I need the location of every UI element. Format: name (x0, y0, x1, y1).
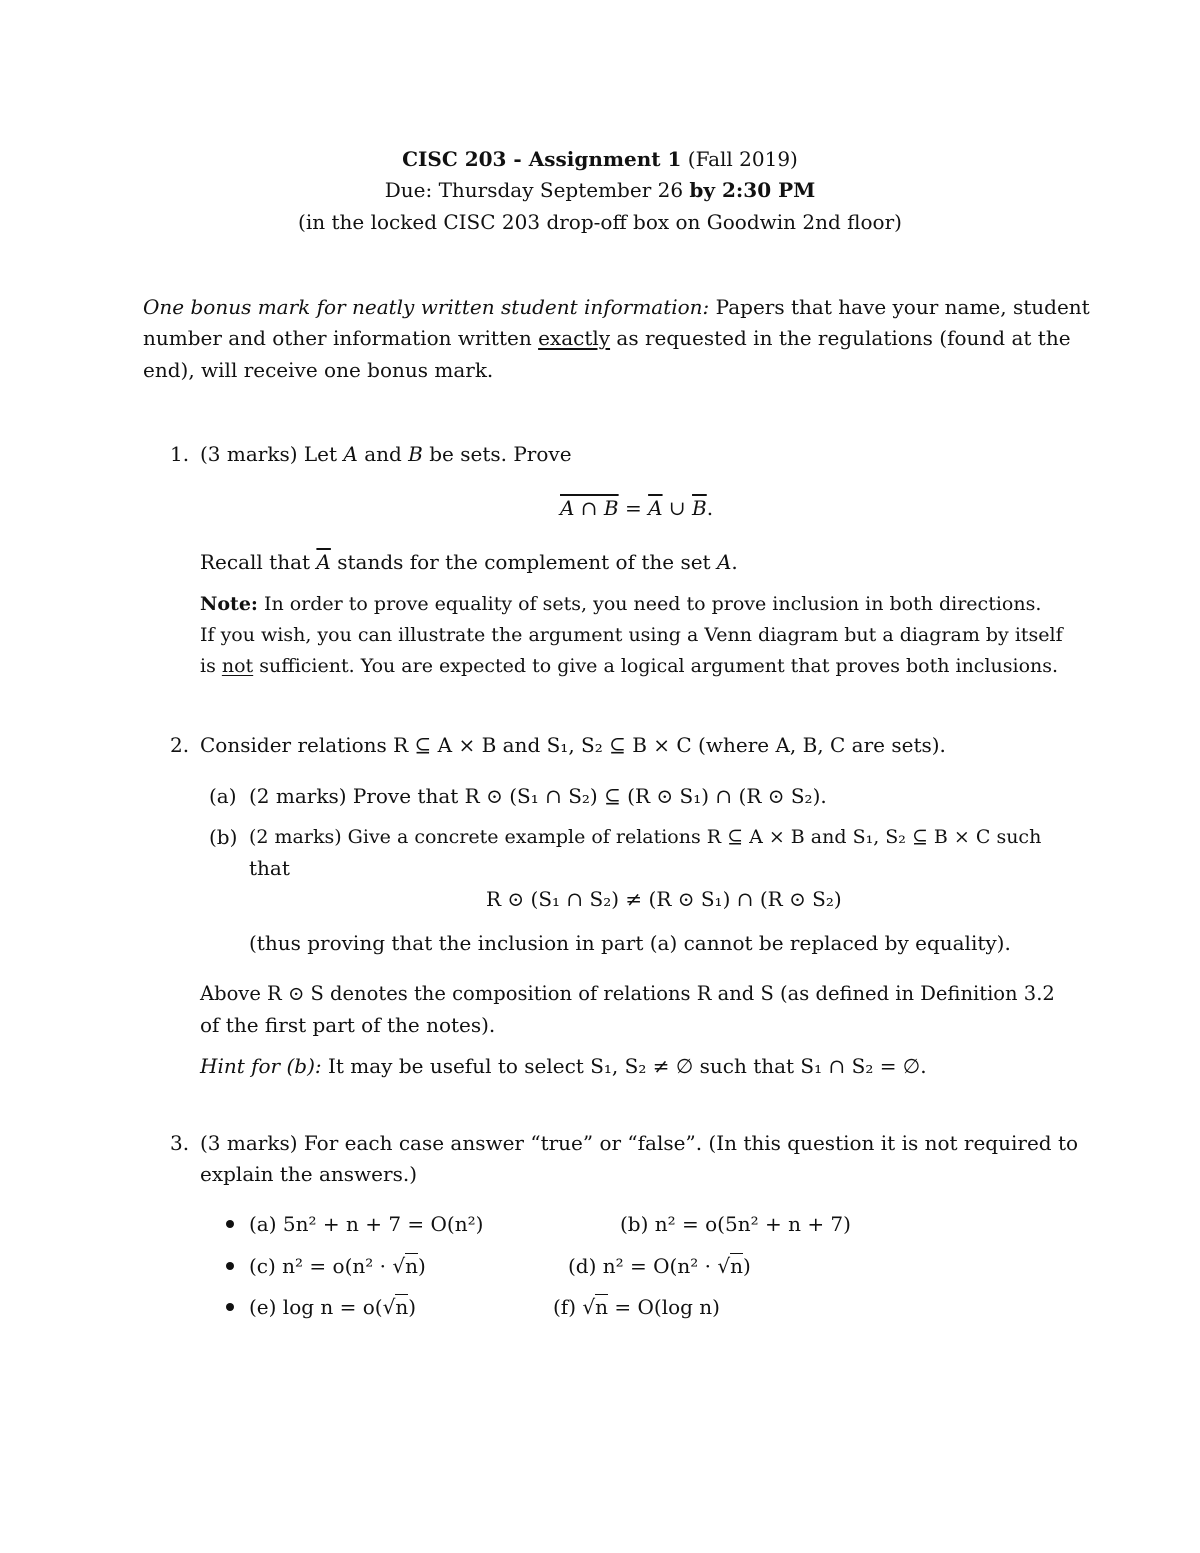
bonus-exactly: exactly (538, 326, 611, 350)
q3-item-f-root: n (595, 1295, 609, 1319)
q2b-text-line-2: that (249, 856, 290, 880)
q1-number: 1. (170, 442, 190, 466)
q2-hint (200, 1054, 927, 1078)
q1-note-line-3 (200, 654, 1058, 678)
q1-recall-var: $\overline{A}$ (316, 550, 331, 574)
bonus-italic-lead: One bonus mark for neatly written student information: (143, 295, 710, 319)
q1-note-line-1 (200, 592, 1041, 616)
bonus-line2-post: as requested in the regulations (found at the (610, 326, 1071, 350)
q2b-display-equation: R ⊙ (S₁ ∩ S₂) ≠ (R ⊙ S₁) ∩ (R ⊙ S₂) (486, 887, 842, 911)
q3-item-e: (e) log n = o(√n) (249, 1295, 417, 1319)
title-bold: CISC 203 - Assignment 1 (402, 147, 682, 171)
q1-and: and (357, 442, 409, 466)
q3-item-d-post: ) (742, 1254, 751, 1278)
q2b-label: (b) (209, 825, 238, 849)
q3-item-c-pre: (c) n² = o(n² · (249, 1254, 393, 1278)
q1-note-line-2: If you wish, you can illustrate the argument using a Venn diagram but a diagram by itself (200, 624, 1063, 646)
bonus-line-3: end), will receive one bonus mark. (143, 358, 494, 382)
bullet-icon (226, 1262, 234, 1270)
q3-line-2: explain the answers.) (200, 1162, 417, 1186)
q1-display-eq: = (618, 496, 649, 520)
q3-item-f: (f) √n = O(log n) (553, 1295, 720, 1319)
q1-recall-mid: stands for the complement of the set (330, 550, 717, 574)
q1-var-a: A (343, 442, 358, 466)
q2b-thus: (thus proving that the inclusion in part (a) cannot be replaced by equality). (249, 931, 1011, 955)
q2b-text-line-1: (2 marks) Give a concrete example of relations R ⊆ A × B and S₁, S₂ ⊆ B × C such (249, 826, 1042, 848)
q3-item-e-pre: (e) log n = o( (249, 1295, 383, 1319)
q2a-text: (2 marks) Prove that R ⊙ (S₁ ∩ S₂) ⊆ (R ⊙ S₁) ∩ (R ⊙ S₂). (249, 784, 827, 808)
bonus-line-1 (143, 295, 1090, 319)
q1-display-cup: ∪ (662, 496, 693, 520)
due-date (0, 178, 1200, 202)
q3-item-f-post: = O(log n) (608, 1295, 720, 1319)
q3-item-a: (a) 5n² + n + 7 = O(n²) (249, 1212, 484, 1236)
q2a-label: (a) (209, 784, 237, 808)
q2-intro: Consider relations R ⊆ A × B and S₁, S₂ ⊆ B × C (where A, B, C are sets). (200, 733, 946, 757)
q3-item-c-post: ) (418, 1254, 426, 1278)
q1-note-line3-pre: is (200, 655, 222, 677)
q1-display-b: $\overline{B}$ (692, 496, 707, 520)
q1-note-not: not (221, 655, 254, 677)
dropoff-location: (in the locked CISC 203 drop-off box on Goodwin 2nd floor) (298, 210, 902, 234)
q2-number: 2. (170, 733, 190, 757)
q3-item-d-pre: (d) n² = O(n² · (568, 1254, 718, 1278)
q1-recall-end: . (731, 550, 738, 574)
q3-item-e-root: n (395, 1295, 409, 1319)
q1-display-equation (560, 496, 713, 520)
q1-note-line3-post: sufficient. You are expected to give a logical argument that proves both inclusions. (253, 655, 1059, 677)
q1-recall-pre: Recall that (200, 550, 317, 574)
q1-prompt (200, 442, 572, 466)
q1-recall-var2: A (716, 550, 732, 574)
q3-item-d-root: n (730, 1254, 743, 1278)
q1-recall (200, 550, 738, 574)
q1-var-b: B (408, 442, 423, 466)
q2-hint-text: It may be useful to select S₁, S₂ ≠ ∅ such that S₁ ∩ S₂ = ∅. (321, 1054, 927, 1078)
bonus-line2-pre: number and other information written (143, 326, 539, 350)
q3-number: 3. (170, 1131, 190, 1155)
q2-above-line-1: Above R ⊙ S denotes the composition of relations R and S (as defined in Definition 3.2 (200, 982, 1055, 1005)
q3-item-d: (d) n² = O(n² · √n) (568, 1254, 751, 1278)
q1-display-lhs: A ∩ B (560, 496, 619, 520)
q2-hint-label: Hint for (b): (200, 1054, 322, 1078)
due-by: by (689, 178, 716, 202)
bonus-line1-rest: Papers that have your name, student (709, 295, 1090, 319)
title-rest: (Fall 2019) (681, 147, 798, 171)
q3-line-1: (3 marks) For each case answer “true” or “false”. (In this question it is not required to (200, 1131, 1079, 1155)
q3-item-f-pre: (f) (553, 1295, 583, 1319)
bullet-icon (226, 1220, 234, 1228)
q1-note-line1-text: In order to prove equality of sets, you need to prove inclusion in both directions. (257, 593, 1042, 615)
q3-item-c-root: n (405, 1254, 418, 1278)
q1-display-end: . (706, 496, 714, 520)
bullet-icon (226, 1303, 234, 1311)
q1-prompt-post: be sets. Prove (422, 442, 572, 466)
q1-display-a: $\overline{A}$ (648, 496, 663, 520)
due-time: 2:30 PM (715, 178, 816, 202)
due-prefix: Due: Thursday September 26 (384, 178, 690, 202)
q3-item-b: (b) n² = o(5n² + n + 7) (620, 1212, 851, 1236)
page-title (0, 147, 1200, 171)
q3-item-c: (c) n² = o(n² · √n) (249, 1254, 426, 1278)
bonus-line-2 (143, 326, 1071, 350)
q1-prompt-pre: (3 marks) Let (200, 442, 344, 466)
q2-above-line-2: of the first part of the notes). (200, 1013, 496, 1037)
q3-item-e-post: ) (408, 1295, 417, 1319)
q1-note-label: Note: (200, 593, 258, 615)
